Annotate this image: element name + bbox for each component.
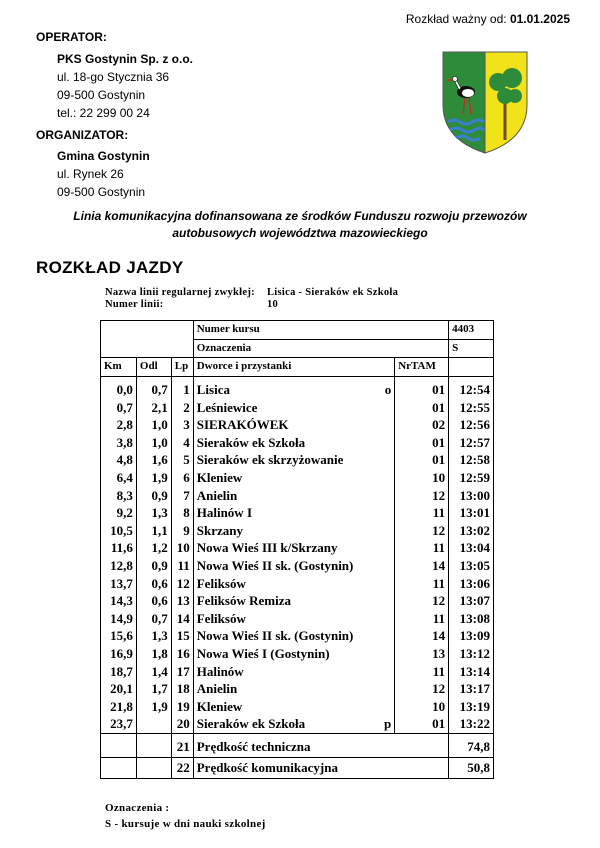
stop-nrtam: 11 [395, 574, 449, 592]
stop-km: 13,7 [101, 574, 137, 592]
stop-km: 23,7 [101, 715, 137, 733]
stop-odl: 1,7 [136, 680, 171, 698]
stop-lp: 11 [171, 557, 193, 575]
stop-row [101, 539, 494, 557]
stop-km: 9,2 [101, 504, 137, 522]
stop-lp: 1 [171, 376, 193, 398]
stop-odl: 0,9 [136, 486, 171, 504]
stop-km: 18,7 [101, 662, 137, 680]
stop-name: Halinów I [196, 505, 252, 521]
stop-name-cell [193, 522, 394, 540]
stop-name-cell [193, 662, 394, 680]
speed-technical-value: 74,8 [449, 733, 494, 757]
stop-lp: 16 [171, 645, 193, 663]
stop-nrtam: 01 [395, 715, 449, 733]
stop-time: 13:08 [449, 610, 494, 628]
stop-name-cell [193, 645, 394, 663]
stop-name-cell [193, 610, 394, 628]
stop-row [101, 574, 494, 592]
organizer-name: Gmina Gostynin [57, 149, 150, 163]
stop-name: Leśniewice [196, 399, 258, 415]
organizer-heading: ORGANIZATOR: [36, 128, 129, 142]
stop-nrtam: 01 [395, 434, 449, 452]
stop-odl: 1,3 [136, 504, 171, 522]
stop-name: Anielin [196, 487, 238, 503]
stop-row [101, 451, 494, 469]
stop-flag: p [383, 716, 392, 732]
stop-name-cell [193, 398, 394, 416]
operator-phone: tel.: 22 299 00 24 [57, 106, 150, 120]
organizer-address2: 09-500 Gostynin [57, 185, 146, 199]
stop-nrtam: 12 [395, 592, 449, 610]
stop-odl: 0,9 [136, 557, 171, 575]
stop-name: Nowa Wieś II sk. (Gostynin) [196, 558, 354, 574]
stop-nrtam: 01 [395, 451, 449, 469]
validity-value: 01.01.2025 [509, 12, 570, 26]
stop-name-cell [193, 451, 394, 469]
col-odl-header: Odl [136, 358, 171, 377]
stop-lp: 15 [171, 627, 193, 645]
stop-time: 13:12 [449, 645, 494, 663]
stop-odl: 0,6 [136, 592, 171, 610]
stop-nrtam: 11 [395, 504, 449, 522]
stop-km: 16,9 [101, 645, 137, 663]
stop-odl [136, 715, 171, 733]
stop-odl: 0,7 [136, 376, 171, 398]
stop-time: 13:09 [449, 627, 494, 645]
stop-nrtam: 11 [395, 662, 449, 680]
operator-block [57, 50, 193, 122]
stop-lp: 12 [171, 574, 193, 592]
stop-lp: 2 [171, 398, 193, 416]
stop-odl: 0,6 [136, 574, 171, 592]
stop-row [101, 610, 494, 628]
stop-odl: 1,0 [136, 416, 171, 434]
stop-odl: 1,3 [136, 627, 171, 645]
stop-name: Nowa Wieś II sk. (Gostynin) [196, 628, 354, 644]
column-header-row [101, 358, 494, 377]
stop-km: 21,8 [101, 697, 137, 715]
stop-name: Feliksów [196, 575, 246, 591]
col-nrtam-header: NrTAM [395, 358, 449, 377]
stop-km: 8,3 [101, 486, 137, 504]
speed-commercial-lp: 22 [171, 757, 193, 778]
stop-row [101, 504, 494, 522]
stop-row [101, 715, 494, 733]
funding-note: Linia komunikacyjna dofinansowana ze środków Funduszu rozwoju przewozów autobusowych województwa mazowieckiego [73, 209, 527, 240]
stop-name-cell [193, 504, 394, 522]
stop-name: Lisica [196, 382, 230, 398]
stop-name-cell [193, 574, 394, 592]
stop-time: 13:01 [449, 504, 494, 522]
stop-time: 12:57 [449, 434, 494, 452]
stop-lp: 19 [171, 697, 193, 715]
legend-item: S - kursuje w dni nauki szkolnej [105, 818, 266, 830]
stop-row [101, 557, 494, 575]
stop-lp: 10 [171, 539, 193, 557]
stop-odl: 1,2 [136, 539, 171, 557]
validity-label: Rozkład ważny od: [405, 12, 507, 26]
stop-time: 12:54 [449, 376, 494, 398]
speed-commercial-row [101, 757, 494, 778]
stop-nrtam: 12 [395, 486, 449, 504]
col-km-header: Km [101, 358, 137, 377]
stop-km: 12,8 [101, 557, 137, 575]
stop-time: 13:00 [449, 486, 494, 504]
stop-time: 13:02 [449, 522, 494, 540]
stop-nrtam: 12 [395, 522, 449, 540]
stop-name-cell [193, 592, 394, 610]
stop-name-cell [193, 539, 394, 557]
stop-odl: 1,6 [136, 451, 171, 469]
stop-name: Nowa Wieś III k/Skrzany [196, 540, 338, 556]
stop-km: 10,5 [101, 522, 137, 540]
stop-name-cell [193, 557, 394, 575]
stop-row [101, 434, 494, 452]
course-number-row [101, 321, 494, 340]
stop-name-cell [193, 376, 394, 398]
validity-date [406, 12, 570, 26]
stop-name: Nowa Wieś I (Gostynin) [196, 645, 330, 661]
speed-commercial-label: Prędkość komunikacyjna [193, 757, 448, 778]
marks-label: Oznaczenia [193, 339, 448, 358]
operator-heading: OPERATOR: [36, 30, 107, 44]
stop-row [101, 592, 494, 610]
stop-odl: 1,8 [136, 645, 171, 663]
stop-name: Sieraków ek skrzyżowanie [196, 452, 344, 468]
legend-heading: Oznaczenia : [105, 802, 170, 814]
stop-row [101, 522, 494, 540]
stop-name-cell [193, 627, 394, 645]
line-name-value: Lisica - Sieraków ek Szkoła [267, 287, 399, 298]
stop-odl: 1,4 [136, 662, 171, 680]
stop-lp: 6 [171, 469, 193, 487]
stop-km: 11,6 [101, 539, 137, 557]
stop-odl: 1,9 [136, 697, 171, 715]
timetable [100, 320, 494, 779]
stop-lp: 4 [171, 434, 193, 452]
stop-lp: 5 [171, 451, 193, 469]
stop-name: Feliksów [196, 610, 246, 626]
stop-odl: 1,1 [136, 522, 171, 540]
line-number-label: Numer linii: [105, 299, 164, 310]
stop-name: Kleniew [196, 698, 243, 714]
speed-technical-row [101, 733, 494, 757]
stop-lp: 18 [171, 680, 193, 698]
stop-km: 6,4 [101, 469, 137, 487]
stop-km: 14,9 [101, 610, 137, 628]
stop-row [101, 486, 494, 504]
page-title: ROZKŁAD JAZDY [36, 258, 184, 277]
stop-nrtam: 01 [395, 376, 449, 398]
stop-name-cell [193, 434, 394, 452]
stop-lp: 13 [171, 592, 193, 610]
stop-name: Halinów [196, 663, 244, 679]
stop-time: 13:19 [449, 697, 494, 715]
stop-time: 13:06 [449, 574, 494, 592]
organizer-block [57, 147, 150, 201]
stop-row [101, 645, 494, 663]
speed-technical-label: Prędkość techniczna [193, 733, 448, 757]
stop-name: Kleniew [196, 470, 243, 486]
stop-nrtam: 11 [395, 610, 449, 628]
coat-of-arms-logo [440, 50, 530, 155]
stop-lp: 14 [171, 610, 193, 628]
course-number-value: 4403 [449, 321, 494, 340]
stop-km: 20,1 [101, 680, 137, 698]
stop-lp: 9 [171, 522, 193, 540]
stop-time: 13:17 [449, 680, 494, 698]
stop-lp: 20 [171, 715, 193, 733]
stop-nrtam: 11 [395, 539, 449, 557]
stop-name: Sieraków ek Szkoła [196, 434, 306, 450]
stop-time: 13:22 [449, 715, 494, 733]
stop-time: 13:04 [449, 539, 494, 557]
stop-nrtam: 02 [395, 416, 449, 434]
stop-name: Sieraków ek Szkoła [196, 716, 306, 732]
stop-km: 14,3 [101, 592, 137, 610]
stop-time: 12:56 [449, 416, 494, 434]
stop-km: 4,8 [101, 451, 137, 469]
stop-nrtam: 14 [395, 557, 449, 575]
stop-name-cell [193, 486, 394, 504]
stop-time: 12:59 [449, 469, 494, 487]
stop-row [101, 376, 494, 398]
stop-nrtam: 14 [395, 627, 449, 645]
stop-row [101, 680, 494, 698]
stop-nrtam: 10 [395, 697, 449, 715]
stop-odl: 1,9 [136, 469, 171, 487]
stop-lp: 17 [171, 662, 193, 680]
stop-nrtam: 01 [395, 398, 449, 416]
marks-row [101, 339, 494, 358]
stop-km: 0,7 [101, 398, 137, 416]
stop-nrtam: 12 [395, 680, 449, 698]
stop-row [101, 398, 494, 416]
stop-time: 13:14 [449, 662, 494, 680]
stop-km: 15,6 [101, 627, 137, 645]
stop-name: Feliksów Remiza [196, 593, 291, 609]
stop-nrtam: 10 [395, 469, 449, 487]
stop-name-cell [193, 715, 394, 733]
stop-time: 13:07 [449, 592, 494, 610]
stop-row [101, 416, 494, 434]
stop-row [101, 469, 494, 487]
stop-row [101, 627, 494, 645]
stop-lp: 7 [171, 486, 193, 504]
stop-name: Anielin [196, 681, 238, 697]
stop-name: SIERAKÓWEK [196, 417, 289, 433]
operator-address2: 09-500 Gostynin [57, 88, 146, 102]
marks-value: S [449, 339, 494, 358]
stop-time: 12:58 [449, 451, 494, 469]
stop-odl: 2,1 [136, 398, 171, 416]
col-stops-header: Dworce i przystanki [193, 358, 394, 377]
stop-odl: 0,7 [136, 610, 171, 628]
operator-address1: ul. 18-go Stycznia 36 [57, 70, 170, 84]
stop-name-cell [193, 680, 394, 698]
line-info [105, 287, 398, 310]
stop-nrtam: 13 [395, 645, 449, 663]
stop-row [101, 697, 494, 715]
stop-time: 13:05 [449, 557, 494, 575]
line-name-label: Nazwa linii regularnej zwykłej: [105, 287, 255, 298]
stop-name-cell [193, 697, 394, 715]
stop-name-cell [193, 469, 394, 487]
stop-km: 3,8 [101, 434, 137, 452]
stop-lp: 8 [171, 504, 193, 522]
stop-name: Skrzany [196, 522, 243, 538]
col-lp-header: Lp [171, 358, 193, 377]
stop-time: 12:55 [449, 398, 494, 416]
stop-name-cell [193, 416, 394, 434]
stop-km: 0,0 [101, 376, 137, 398]
stop-flag: o [384, 382, 392, 398]
organizer-address1: ul. Rynek 26 [57, 167, 124, 181]
stop-km: 2,8 [101, 416, 137, 434]
speed-technical-lp: 21 [171, 733, 193, 757]
course-number-label: Numer kursu [193, 321, 448, 340]
operator-name: PKS Gostynin Sp. z o.o. [57, 52, 194, 66]
stop-odl: 1,0 [136, 434, 171, 452]
stop-row [101, 662, 494, 680]
speed-commercial-value: 50,8 [449, 757, 494, 778]
stop-lp: 3 [171, 416, 193, 434]
line-number-value: 10 [267, 299, 279, 310]
